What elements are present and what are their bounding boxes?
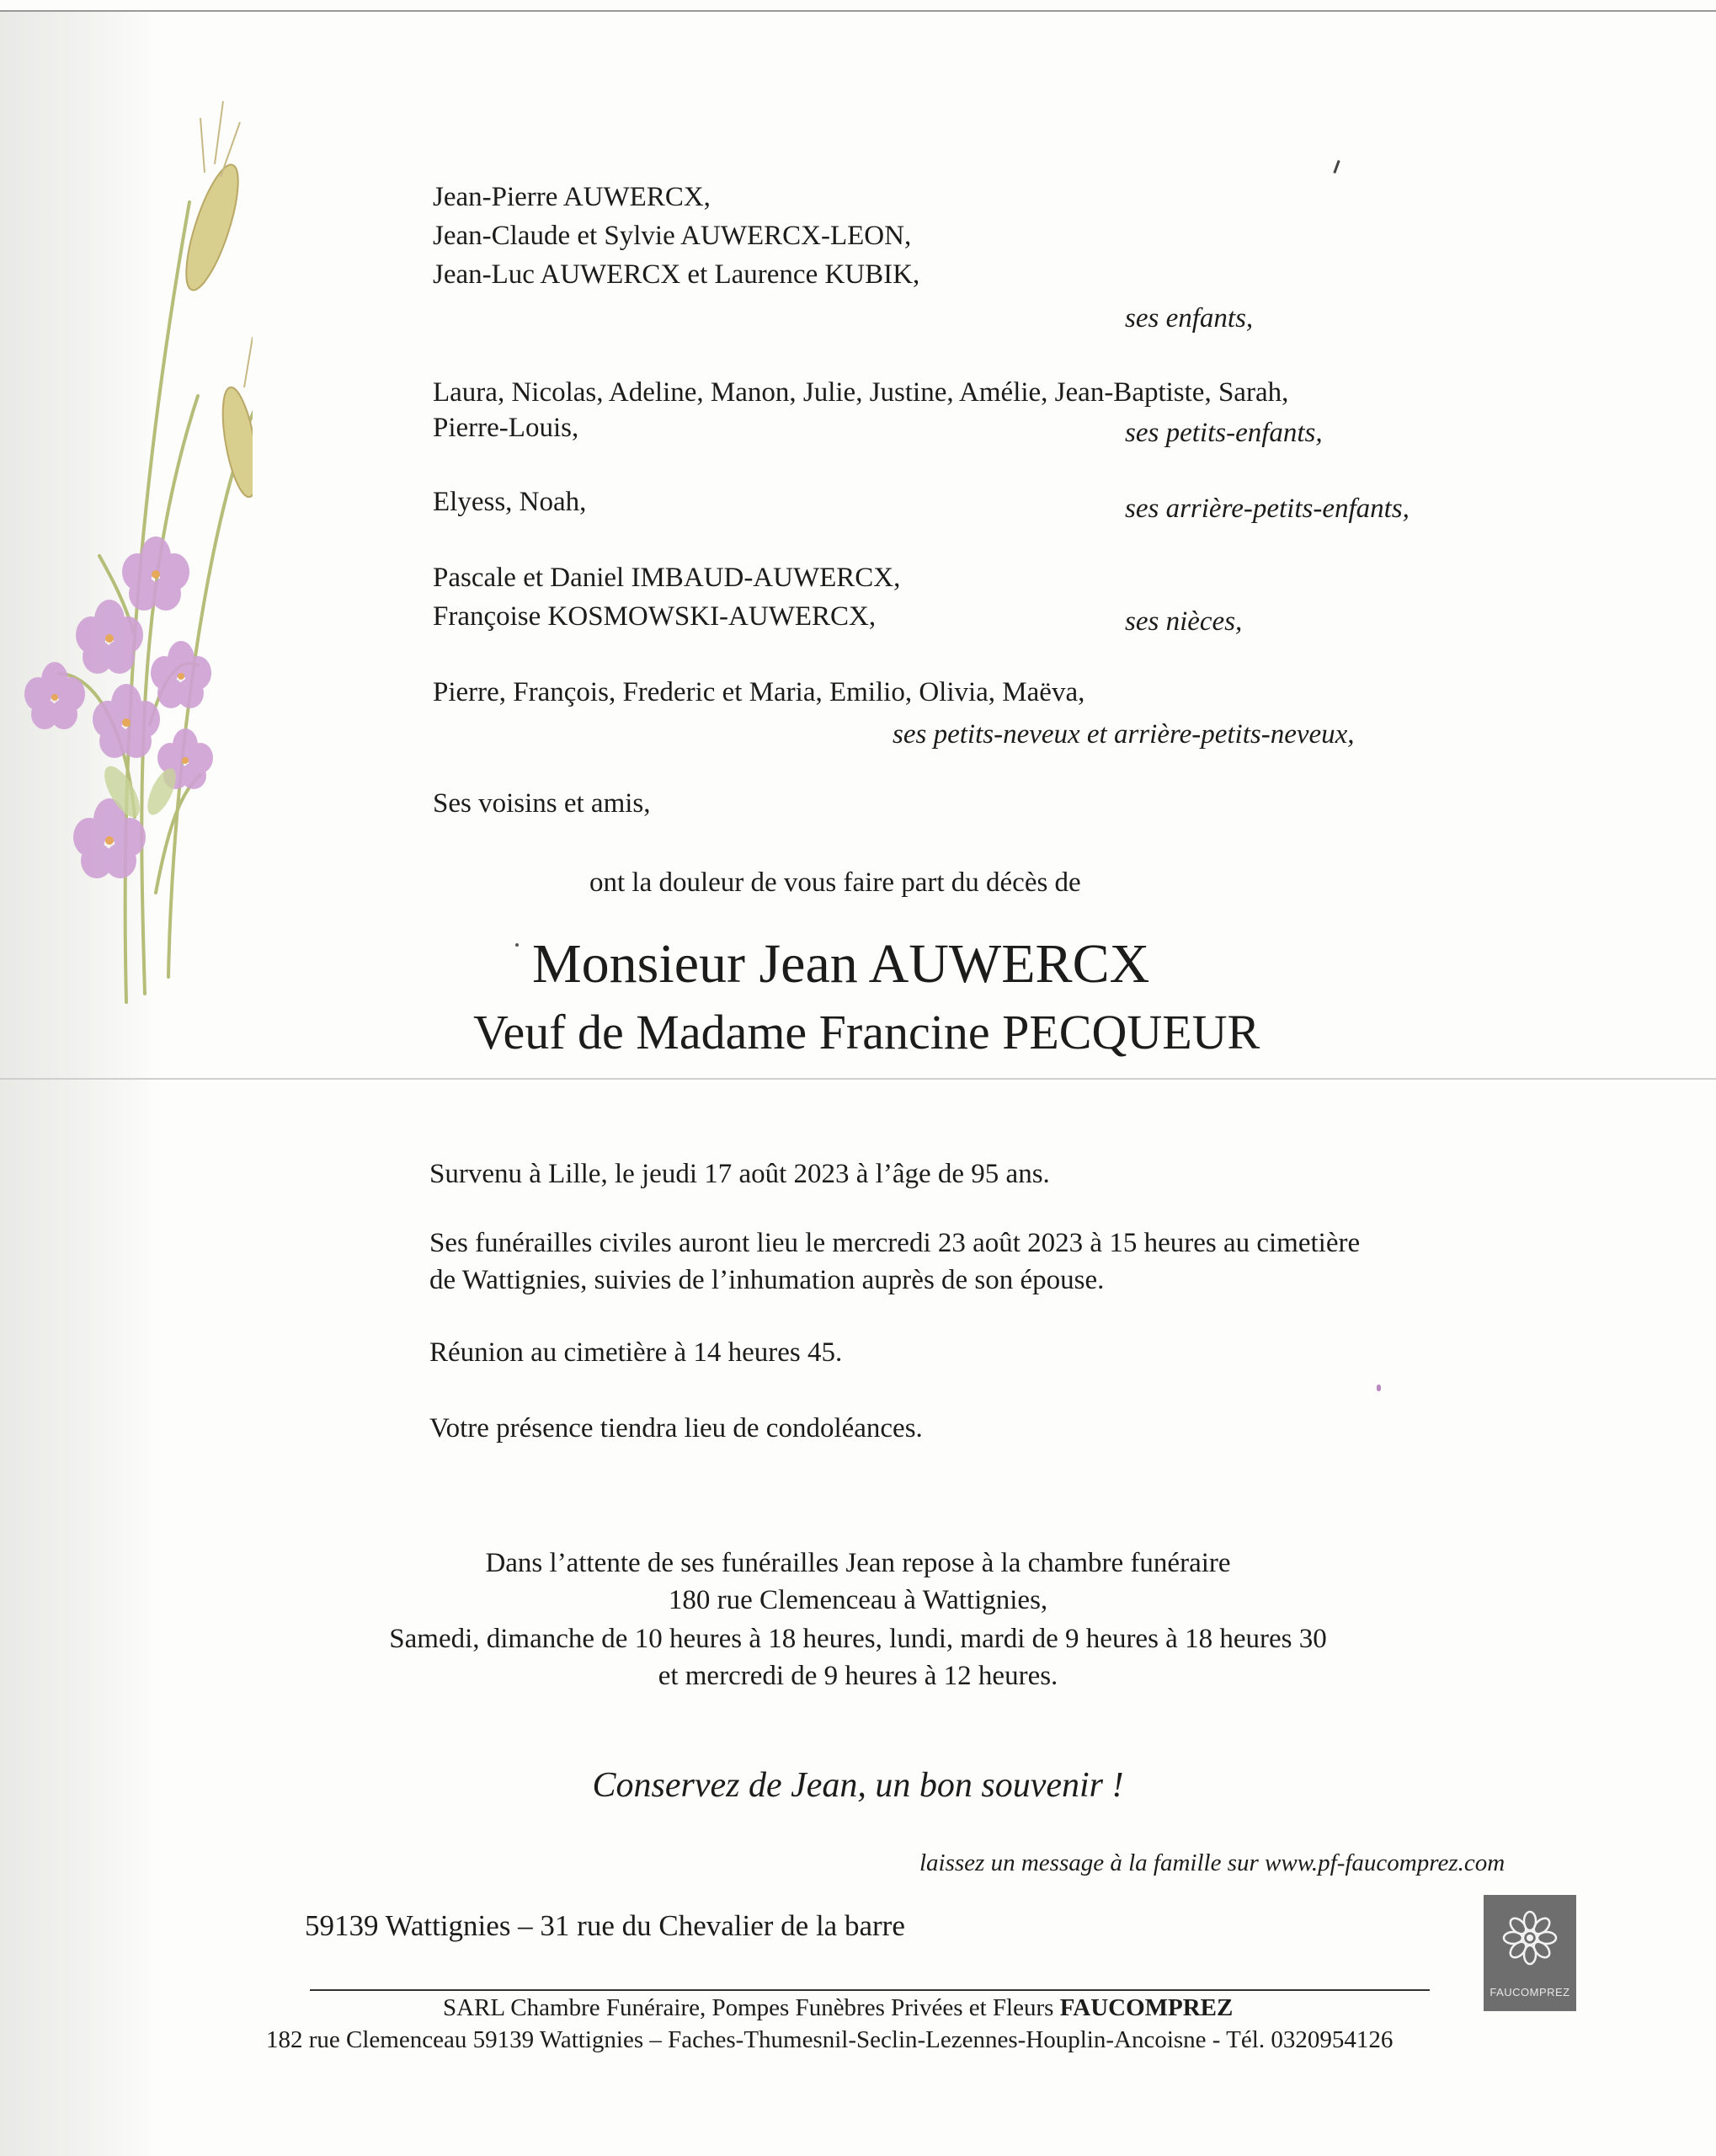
funeral-home-logo bbox=[1484, 1895, 1576, 2011]
grandchildren-role: ses petits-enfants, bbox=[1125, 418, 1323, 448]
child-name-2: Jean-Claude et Sylvie AUWERCX-LEON, bbox=[433, 221, 912, 251]
great-grandchildren: Elyess, Noah, bbox=[433, 487, 587, 517]
meeting-time: Réunion au cimetière à 14 heures 45. bbox=[429, 1337, 843, 1368]
footer-company-name: FAUCOMPREZ bbox=[1059, 1994, 1234, 2021]
neighbors-friends: Ses voisins et amis, bbox=[433, 788, 651, 819]
grandchildren-line-2: Pierre-Louis, bbox=[433, 413, 579, 443]
logo-text: FAUCOMPREZ bbox=[1490, 1986, 1570, 1999]
child-name-1: Jean-Pierre AUWERCX, bbox=[433, 182, 711, 212]
funeral-line-1: Ses funérailles civiles auront lieu le mercredi 23 août 2023 à 15 heures au cimetière bbox=[429, 1228, 1361, 1258]
announcement: ont la douleur de vous faire part du décès de bbox=[589, 867, 1081, 898]
deceased-subtitle: Veuf de Madame Francine PECQUEUR bbox=[473, 1005, 1260, 1059]
visitation-line-3: Samedi, dimanche de 10 heures à 18 heures, lundi, mardi de 9 heures à 18 heures 30 bbox=[389, 1624, 1327, 1654]
visitation-line-4: et mercredi de 9 heures à 12 heures. bbox=[658, 1661, 1058, 1691]
footer-company-prefix: SARL Chambre Funéraire, Pompes Funèbres Privées et Fleurs bbox=[443, 1994, 1060, 2021]
grandnephews: Pierre, François, Frederic et Maria, Emilio, Olivia, Maëva, bbox=[433, 677, 1085, 707]
condolences-note: Votre présence tiendra lieu de condoléances. bbox=[429, 1413, 923, 1444]
website-note: laissez un message à la famille sur www.pf-faucomprez.com bbox=[919, 1849, 1505, 1876]
family-address: 59139 Wattignies – 31 rue du Chevalier de la barre bbox=[305, 1909, 905, 1942]
niece-2: Françoise KOSMOWSKI-AUWERCX, bbox=[433, 601, 877, 632]
visitation-line-2: 180 rue Clemenceau à Wattignies, bbox=[668, 1585, 1048, 1615]
top-border bbox=[0, 10, 1716, 12]
child-name-3: Jean-Luc AUWERCX et Laurence KUBIK, bbox=[433, 259, 920, 290]
scan-speck bbox=[515, 943, 519, 947]
grandchildren-line-1: Laura, Nicolas, Adeline, Manon, Julie, Justine, Amélie, Jean-Baptiste, Sarah, bbox=[433, 377, 1289, 408]
niece-1: Pascale et Daniel IMBAUD-AUWERCX, bbox=[433, 563, 901, 593]
scan-speck bbox=[1333, 160, 1340, 173]
great-grandchildren-role: ses arrière-petits-enfants, bbox=[1125, 494, 1410, 524]
motto: Conservez de Jean, un bon souvenir ! bbox=[592, 1766, 1124, 1805]
visitation-line-1: Dans l’attente de ses funérailles Jean repose à la chambre funéraire bbox=[485, 1548, 1231, 1578]
footer-address: 182 rue Clemenceau 59139 Wattignies – Faches-Thumesnil-Seclin-Lezennes-Houplin-Ancoisne - Tél. 0320954126 bbox=[266, 2026, 1394, 2053]
nieces-role: ses nièces, bbox=[1125, 606, 1243, 637]
funeral-line-2: de Wattignies, suivies de l’inhumation auprès de son épouse. bbox=[429, 1265, 1105, 1295]
flower-icon bbox=[1499, 1907, 1561, 1969]
fold-line bbox=[0, 1078, 1716, 1080]
deceased-name: Monsieur Jean AUWERCX bbox=[532, 933, 1150, 995]
grandnephews-role: ses petits-neveux et arrière-petits-neveux, bbox=[893, 719, 1355, 750]
scan-speck bbox=[1377, 1385, 1381, 1391]
children-role: ses enfants, bbox=[1125, 303, 1254, 334]
death-notice: Survenu à Lille, le jeudi 17 août 2023 à l’âge de 95 ans. bbox=[429, 1159, 1050, 1189]
floral-illustration bbox=[0, 84, 253, 1027]
footer-company bbox=[443, 1991, 1233, 2025]
